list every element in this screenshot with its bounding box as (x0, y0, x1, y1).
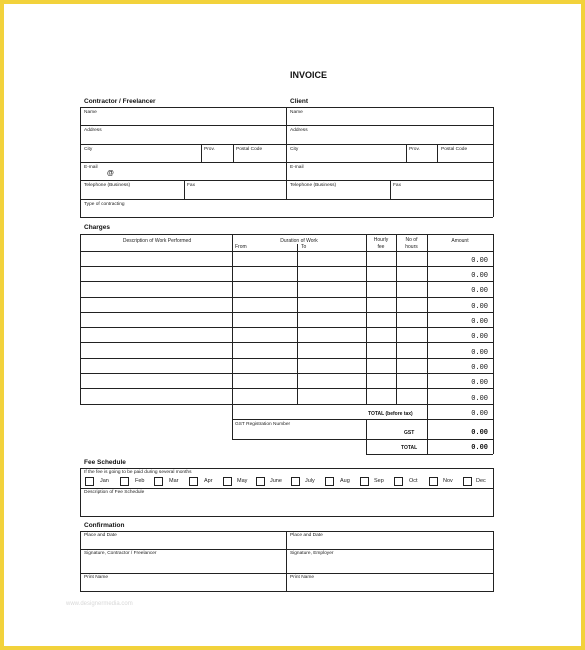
month-label-july: July (305, 478, 315, 484)
watermark-text: www.designermedia.com (66, 601, 133, 607)
month-label-mar: Mar (169, 478, 179, 484)
month-checkbox-dec[interactable] (463, 477, 472, 486)
confirmation-heading: Confirmation (84, 522, 125, 529)
confirmation-box (80, 531, 494, 592)
row-amount: 0.00 (471, 333, 488, 341)
at-sign-icon: @ (107, 170, 114, 177)
print-name-right-label: Print Name (290, 575, 314, 580)
col-hourly-header-1: Hourly (373, 237, 389, 243)
month-checkbox-july[interactable] (291, 477, 300, 486)
col-duration-header: Duration of Work (280, 238, 318, 244)
gst-registration-label: GST Registration Number (235, 422, 291, 427)
month-label-jan: Jan (100, 478, 109, 484)
month-label-june: June (270, 478, 282, 484)
month-checkbox-mar[interactable] (154, 477, 163, 486)
month-label-may: May (237, 478, 248, 484)
contractor-name-label: Name (84, 110, 97, 115)
charges-heading: Charges (84, 224, 111, 231)
client-prov-label: Prov. (409, 147, 420, 152)
row-amount: 0.00 (471, 364, 488, 372)
fee-schedule-note: If the fee is going to be paid during several months (84, 470, 192, 475)
total-before-tax-label: TOTAL (before tax) (368, 411, 413, 417)
client-email-label: E-mail (290, 165, 304, 170)
month-checkbox-jan[interactable] (85, 477, 94, 486)
gst-value: 0.00 (471, 429, 488, 437)
contractor-heading: Contractor / Freelancer (84, 98, 156, 105)
client-city-label: City (290, 147, 299, 152)
contractor-postal-label: Postal Code (236, 147, 263, 152)
contractor-address-label: Address (84, 128, 102, 133)
col-to-header: To (301, 244, 307, 250)
month-label-dec: Dec (476, 478, 486, 484)
print-name-left-label: Print Name (84, 575, 108, 580)
row-amount: 0.00 (471, 349, 488, 357)
col-hourly-header-2: fee (377, 244, 385, 250)
row-amount: 0.00 (471, 257, 488, 265)
row-amount: 0.00 (471, 272, 488, 280)
fee-schedule-description-label: Description of Fee Schedule (84, 490, 145, 495)
row-amount: 0.00 (471, 379, 488, 387)
month-checkbox-aug[interactable] (325, 477, 334, 486)
contracting-type-label: Type of contracting (84, 202, 125, 207)
total-value: 0.00 (471, 444, 488, 452)
month-checkbox-feb[interactable] (120, 477, 129, 486)
total-label: TOTAL (401, 445, 418, 451)
invoice-sheet (4, 4, 581, 646)
signature-contractor-label: Signature, Contractor / Freelancer (84, 551, 157, 556)
row-amount: 0.00 (471, 395, 488, 403)
month-label-aug: Aug (340, 478, 350, 484)
month-label-nov: Nov (443, 478, 453, 484)
client-postal-label: Postal Code (441, 147, 468, 152)
contractor-fax-label: Fax (187, 183, 195, 188)
month-checkbox-sep[interactable] (360, 477, 369, 486)
client-fax-label: Fax (393, 183, 401, 188)
contractor-city-label: City (84, 147, 93, 152)
month-label-apr: Apr (204, 478, 213, 484)
month-label-feb: Feb (135, 478, 145, 484)
month-label-sep: Sep (374, 478, 384, 484)
col-hours-header-2: hours (405, 244, 418, 250)
month-checkbox-nov[interactable] (429, 477, 438, 486)
place-date-left-label: Place and Date (84, 533, 117, 538)
client-name-label: Name (290, 110, 303, 115)
col-hours-header-1: No of (405, 237, 418, 243)
client-telephone-label: Telephone (Business) (290, 183, 337, 188)
contractor-email-label: E-mail (84, 165, 98, 170)
page-title: INVOICE (290, 70, 328, 80)
row-amount: 0.00 (471, 287, 488, 295)
row-amount: 0.00 (471, 318, 488, 326)
signature-employer-label: Signature, Employer (290, 551, 334, 556)
fee-schedule-heading: Fee Schedule (84, 459, 126, 466)
month-checkbox-may[interactable] (223, 477, 232, 486)
month-checkbox-apr[interactable] (189, 477, 198, 486)
contractor-prov-label: Prov. (204, 147, 215, 152)
month-checkbox-june[interactable] (256, 477, 265, 486)
month-label-oct: Oct (409, 478, 418, 484)
row-amount: 0.00 (471, 303, 488, 311)
contractor-telephone-label: Telephone (Business) (84, 183, 131, 188)
client-address-label: Address (290, 128, 308, 133)
col-description-header: Description of Work Performed (122, 238, 192, 244)
total-before-tax-value: 0.00 (471, 410, 488, 418)
gst-label: GST (404, 430, 415, 436)
col-amount-header: Amount (451, 238, 469, 244)
client-heading: Client (290, 98, 309, 105)
place-date-right-label: Place and Date (290, 533, 323, 538)
col-from-header: From (235, 244, 247, 250)
month-checkbox-oct[interactable] (394, 477, 403, 486)
